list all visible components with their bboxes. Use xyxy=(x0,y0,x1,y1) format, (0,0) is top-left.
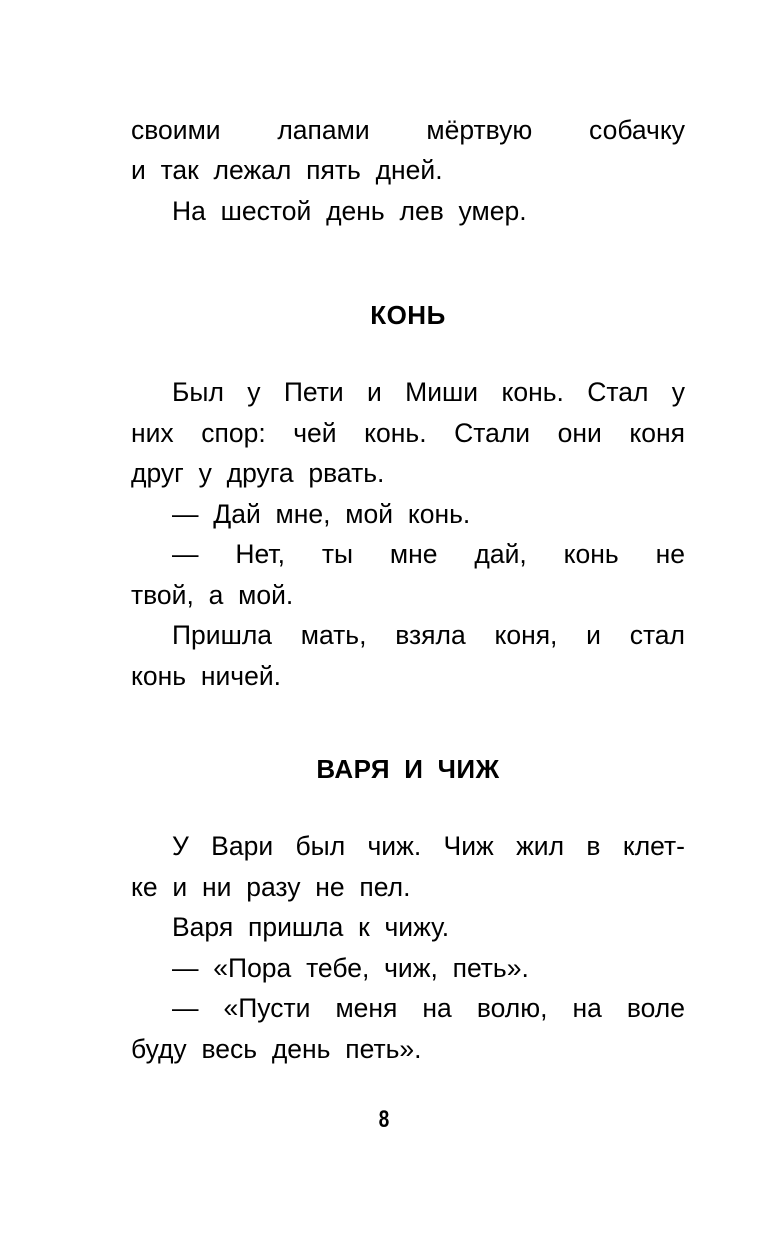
text-line: них спор: чей конь. Стали они коня xyxy=(131,418,685,448)
text-line: и так лежал пять дней. xyxy=(131,155,443,185)
story-title-siskin: ВАРЯ И ЧИЖ xyxy=(316,754,500,784)
paragraph-line: У Вари был чиж. Чиж жил в клет- xyxy=(172,831,685,861)
text-line: друг у друга рвать. xyxy=(131,458,385,488)
text-line: конь ничей. xyxy=(131,661,281,691)
text-line: своими лапами мёртвую собачку xyxy=(131,115,685,145)
text-line: ке и ни разу не пел. xyxy=(131,872,411,902)
dialogue-line: — Дай мне, мой конь. xyxy=(172,499,471,529)
paragraph-line: Варя пришла к чижу. xyxy=(172,912,450,942)
text-line: твой, а мой. xyxy=(131,580,294,610)
text-line: буду весь день петь». xyxy=(131,1034,422,1064)
paragraph-line: Пришла мать, взяла коня, и стал xyxy=(172,620,685,650)
dialogue-line: — Нет, ты мне дай, конь не xyxy=(172,539,685,569)
dialogue-line: — «Пора тебе, чиж, петь». xyxy=(172,953,529,983)
story-title-horse: КОНЬ xyxy=(370,300,446,330)
paragraph-line: На шестой день лев умер. xyxy=(172,196,527,226)
page-number: 8 xyxy=(378,1106,390,1133)
paragraph-line: Был у Пети и Миши конь. Стал у xyxy=(172,377,685,407)
dialogue-line: — «Пусти меня на волю, на воле xyxy=(172,993,685,1023)
